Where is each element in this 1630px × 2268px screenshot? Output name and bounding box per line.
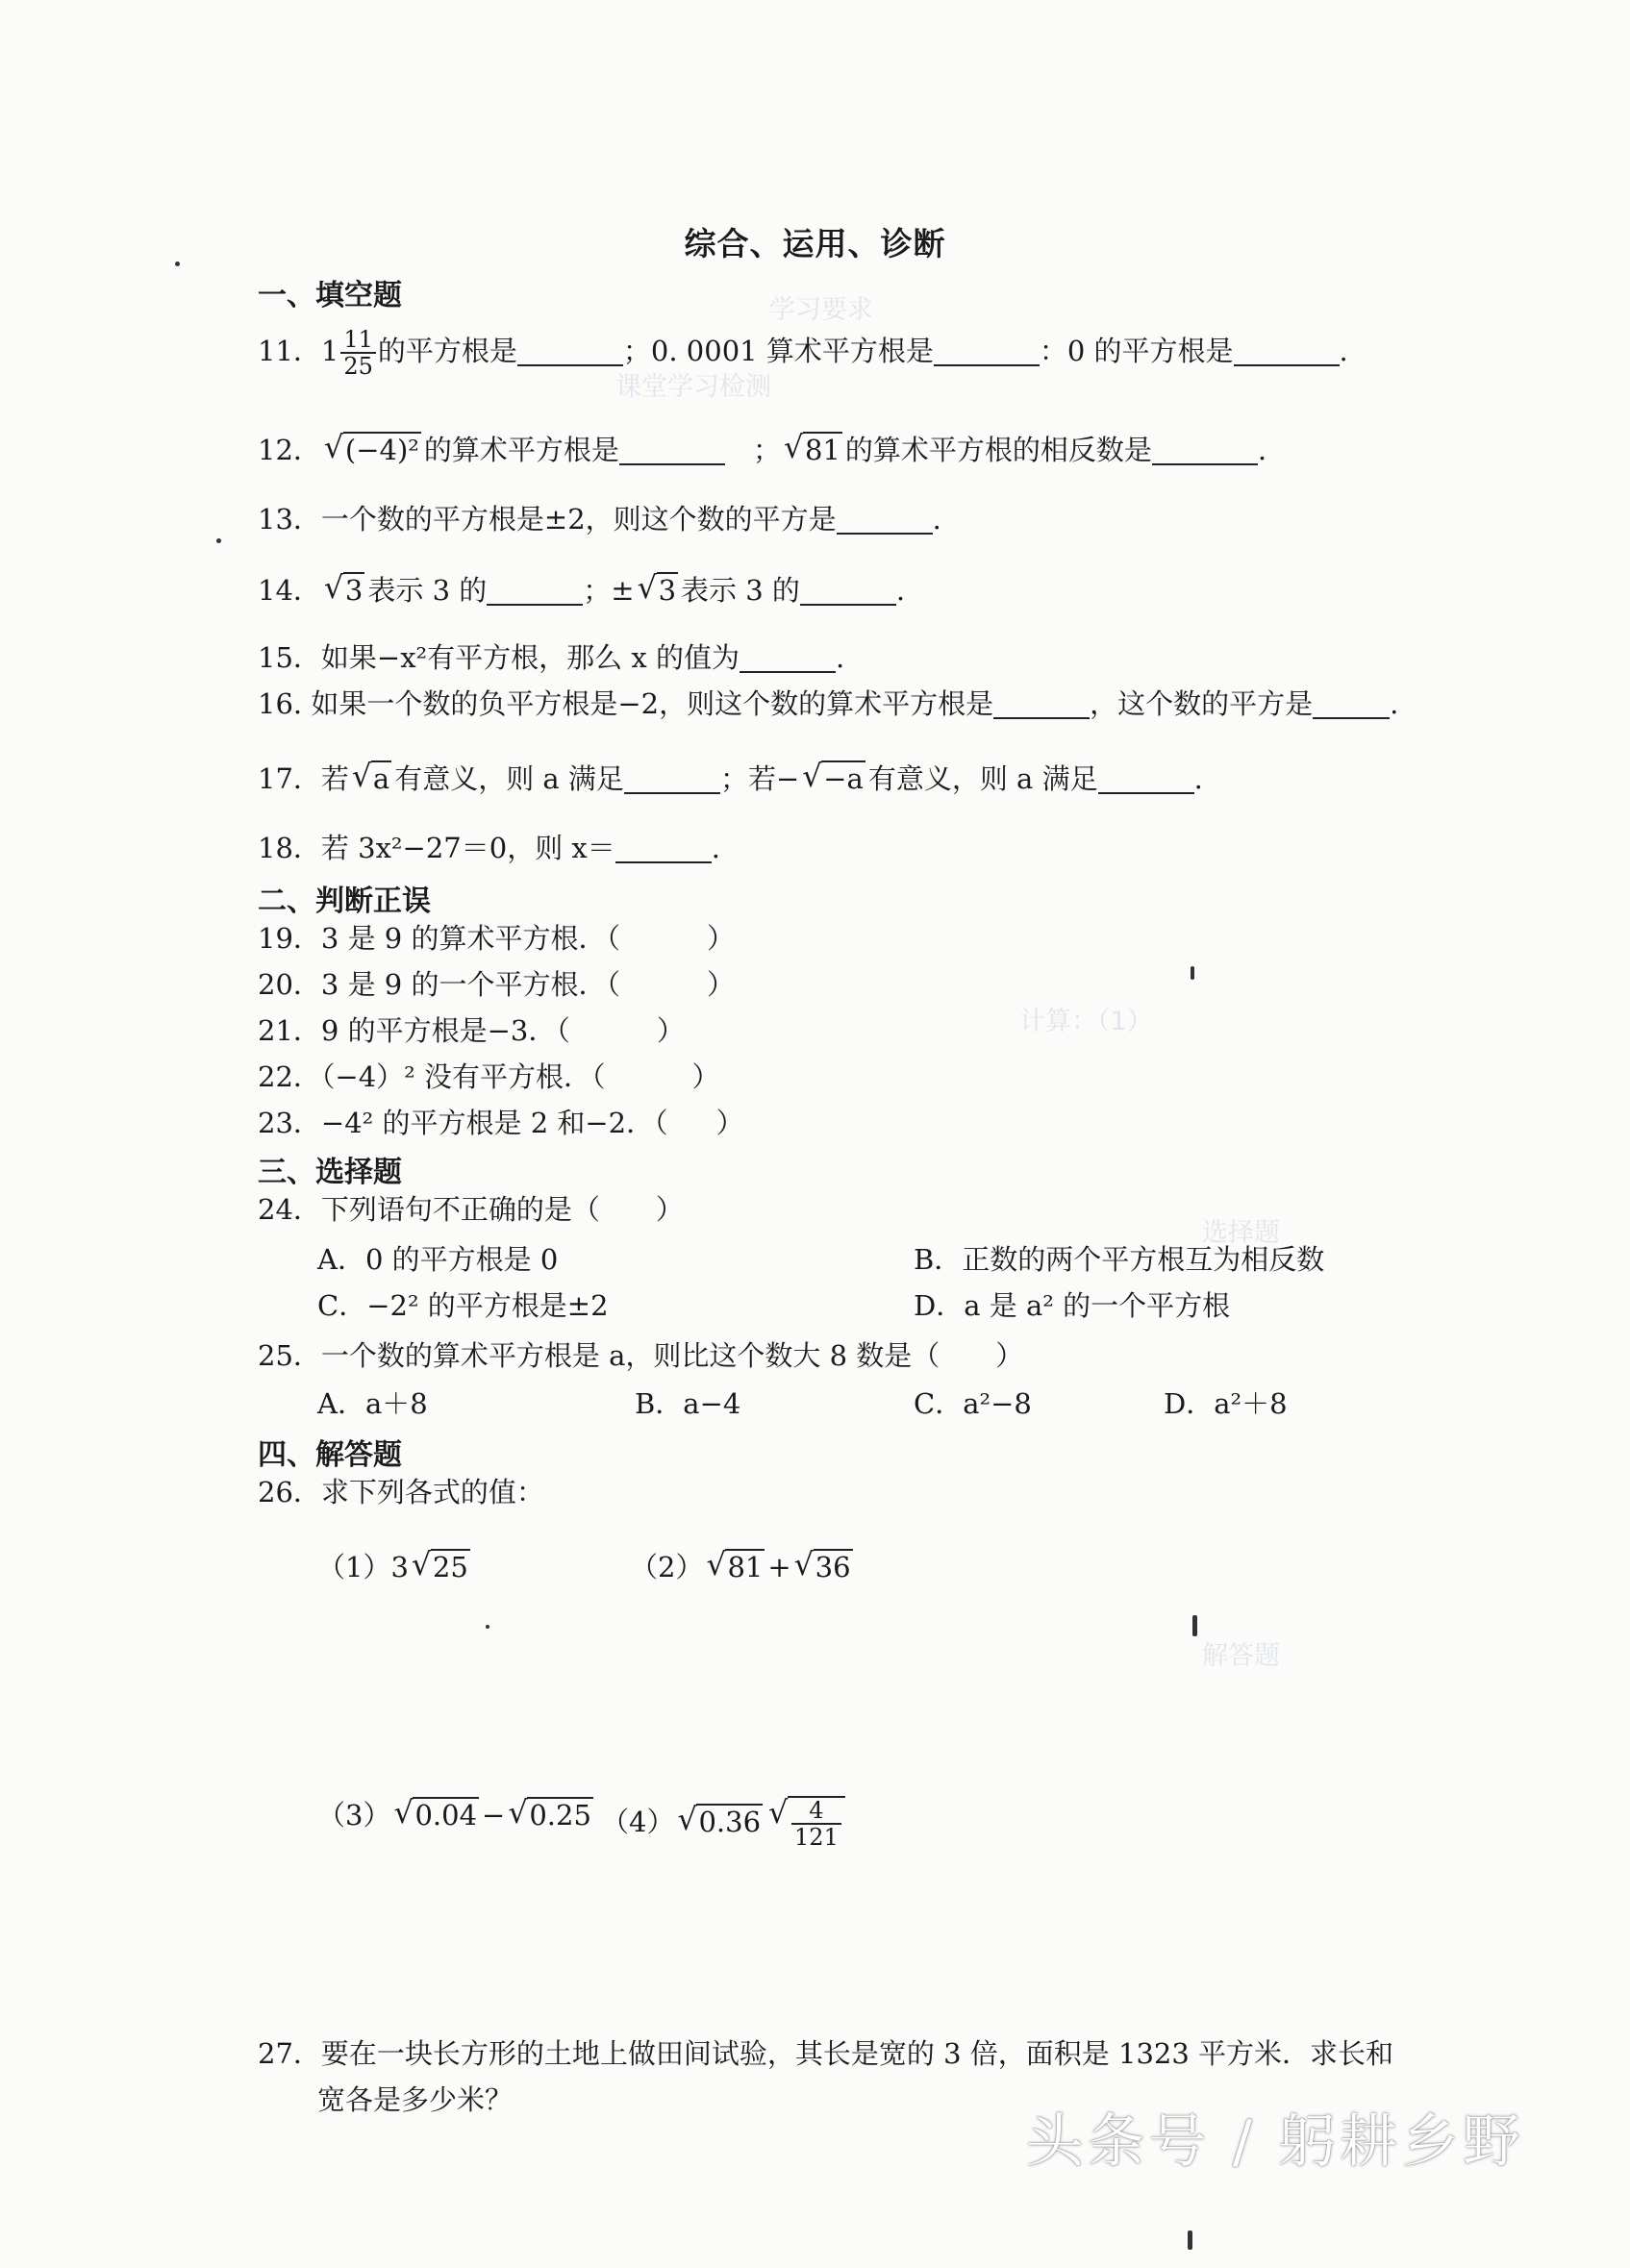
question-20 [258,965,735,1004]
radicand: 0.36 [698,1806,762,1838]
q24-option-b[interactable]: B．正数的两个平方根互为相反数 [914,1243,1325,1276]
answer-blank[interactable] [1313,717,1390,719]
paren-close: ） [706,968,735,1001]
question-23 [258,1104,744,1142]
question-text: 13．一个数的平方根是±2，则这个数的平方是 [258,503,837,536]
answer-blank[interactable] [1234,364,1340,366]
period: . [932,503,941,536]
answer-blank[interactable] [800,604,896,606]
question-text: ，这个数的平方是 [1090,687,1314,720]
question-22 [258,1058,720,1096]
sqrt-expression [324,431,421,469]
sqrt-expression [768,1796,845,1850]
answer-blank[interactable] [517,364,623,366]
period: . [1339,335,1348,367]
radicand: 0.25 [529,1799,591,1832]
question-text: 有意义，则 a 满足 [867,762,1098,795]
scan-speck [1188,2231,1192,2250]
question-25-stem: 25．一个数的算术平方根是 a，则比这个数大 8 数是（ ） [258,1339,1024,1372]
period: . [711,832,720,864]
mixed-whole: 1 [320,335,339,367]
sqrt-expression [784,431,842,469]
answer-blank[interactable] [993,717,1090,719]
paren-close: ） [715,1107,744,1139]
answer-blank[interactable] [624,792,720,794]
answer-blank[interactable] [1098,792,1194,794]
answer-blank[interactable] [740,671,836,673]
answer-blank[interactable] [837,533,933,535]
question-26-stem: 26．求下列各式的值： [258,1476,544,1508]
radicand: (−4)² [344,434,419,466]
period: . [835,641,845,674]
q26-part-4 [601,1796,848,1850]
question-text: ；± [583,574,635,607]
radicand: −a [823,762,864,795]
sqrt-expression [324,571,364,610]
question-27-line-1: 27．要在一块长方形的土地上做田间试验，其长是宽的 3 倍，面积是 1323 平方米．求长和 [258,2037,1394,2070]
question-11 [258,327,1348,379]
question-12: 12．√ (−4)² 的算术平方根是 ；√ 81 的算术平方根的相反数是 . [258,431,1266,469]
question-text: ：0 的平方根是 [1039,335,1234,367]
answer-blank[interactable] [934,364,1040,366]
bleed-through: 学习要求 [769,295,873,325]
scan-speck [175,262,180,266]
part-label: （1）3 [317,1551,409,1583]
sqrt-expression [706,1548,765,1586]
q25-option-a[interactable]: A．a＋8 [317,1387,428,1420]
bleed-through: 解答题 [1202,1641,1280,1671]
question-text: 15．如果−x²有平方根，那么 x 的值为 [258,641,740,674]
scan-speck [1192,1615,1197,1636]
fraction [791,1798,841,1850]
answer-blank[interactable] [1152,463,1258,465]
section-heading-multiple-choice: 三、选择题 [258,1156,402,1189]
radicand: 36 [815,1551,851,1583]
question-text: ；0. 0001 算术平方根是 [622,335,934,367]
q25-option-c[interactable]: C．a²−8 [914,1387,1032,1420]
q24-option-a[interactable]: A．0 的平方根是 0 [317,1243,559,1276]
question-15 [258,638,844,677]
question-text: 19．3 是 9 的算术平方根．（ [258,922,620,955]
q25-option-d[interactable]: D．a²＋8 [1164,1387,1288,1420]
scan-speck [216,538,221,543]
q24-option-d[interactable]: D．a 是 a² 的一个平方根 [914,1289,1231,1322]
operator: − [482,1799,506,1832]
question-27-line-2: 宽各是多少米？ [317,2083,514,2116]
q26-part-1 [317,1548,473,1586]
answer-blank[interactable] [487,604,583,606]
period: . [1390,687,1399,720]
question-number: 12． [258,434,321,466]
paren-close: ） [691,1060,720,1093]
radicand: 81 [804,434,840,466]
question-text: 20．3 是 9 的一个平方根．（ [258,968,620,1001]
question-text: ；若− [719,762,800,795]
sqrt-expression [412,1548,470,1586]
question-text: 的平方根是 [377,335,517,367]
period: . [1193,762,1203,795]
q25-option-b[interactable]: B．a−4 [635,1387,741,1420]
operator: + [767,1551,791,1583]
sqrt-expression [794,1548,853,1586]
fraction-numerator: √ 4 [791,1798,841,1825]
radicand: 3 [344,574,364,607]
bleed-through: 计算：（1） [1019,1007,1153,1036]
question-14 [258,571,905,610]
section-heading-true-false: 二、判断正误 [258,885,431,918]
q24-option-c[interactable]: C．−2² 的平方根是±2 [317,1289,609,1322]
question-text: 16. 如果一个数的负平方根是−2，则这个数的算术平方根是 [258,687,994,720]
question-text: 21．9 的平方根是−3．（ [258,1014,570,1047]
paren-close: ） [706,922,735,955]
bleed-through: 课堂学习检测 [615,372,771,402]
question-text: 表示 3 的 [681,574,800,607]
fraction [340,327,376,379]
radicand: 25 [432,1551,468,1583]
radicand: a [372,762,390,795]
sqrt-expression [352,760,391,798]
fraction-denominator: 25 [343,353,373,380]
paren-close: ） [656,1014,685,1047]
radicand: 81 [727,1551,764,1583]
question-18 [258,829,720,867]
question-13 [258,500,941,538]
question-17 [258,760,1203,798]
page-title: 综合、运用、诊断 [684,225,946,262]
scan-speck [486,1625,489,1629]
part-label: （4） [601,1806,675,1838]
question-16 [258,685,1398,723]
sqrt-expression [802,760,865,798]
question-number: 17．若 [258,762,349,795]
question-text: 22．（−4）² 没有平方根．（ [258,1060,606,1093]
answer-blank[interactable] [615,861,712,863]
radicand: 3 [658,574,677,607]
sqrt-expression [393,1796,479,1834]
period: . [895,574,906,607]
part-label: （2） [630,1551,704,1583]
question-text: 表示 3 的 [367,574,488,607]
period: . [1257,434,1267,466]
question-text: 的算术平方根是 [423,434,619,466]
question-text: 的算术平方根的相反数是 [844,434,1152,466]
sqrt-expression [638,571,678,610]
question-19 [258,919,735,958]
question-21 [258,1011,685,1050]
scan-speck [1191,966,1194,980]
part-label: （3） [317,1799,391,1832]
question-text: 23．−4² 的平方根是 2 和−2．（ [258,1107,668,1139]
answer-blank[interactable] [619,463,725,465]
q26-part-3 [317,1796,596,1834]
radicand: 0.04 [414,1799,478,1832]
question-number: 14． [258,574,321,607]
question-text: 有意义，则 a 满足 [394,762,624,795]
fraction-denominator: 121 [794,1824,839,1851]
section-heading-solve: 四、解答题 [258,1438,402,1472]
sqrt-expression [677,1803,763,1841]
question-text: 18．若 3x²−27＝0，则 x＝ [258,832,615,864]
question-number: 11． [258,335,321,367]
fraction-numerator: 11 [340,327,376,354]
section-heading-fill-in: 一、填空题 [258,279,402,312]
sqrt-expression [508,1796,593,1834]
bleed-through: 选择题 [1202,1218,1280,1248]
watermark: 头条号 / 躬耕乡野 [1025,2108,1524,2176]
question-24-stem: 24．下列语句不正确的是（ ） [258,1193,684,1226]
q26-part-2 [630,1548,856,1586]
